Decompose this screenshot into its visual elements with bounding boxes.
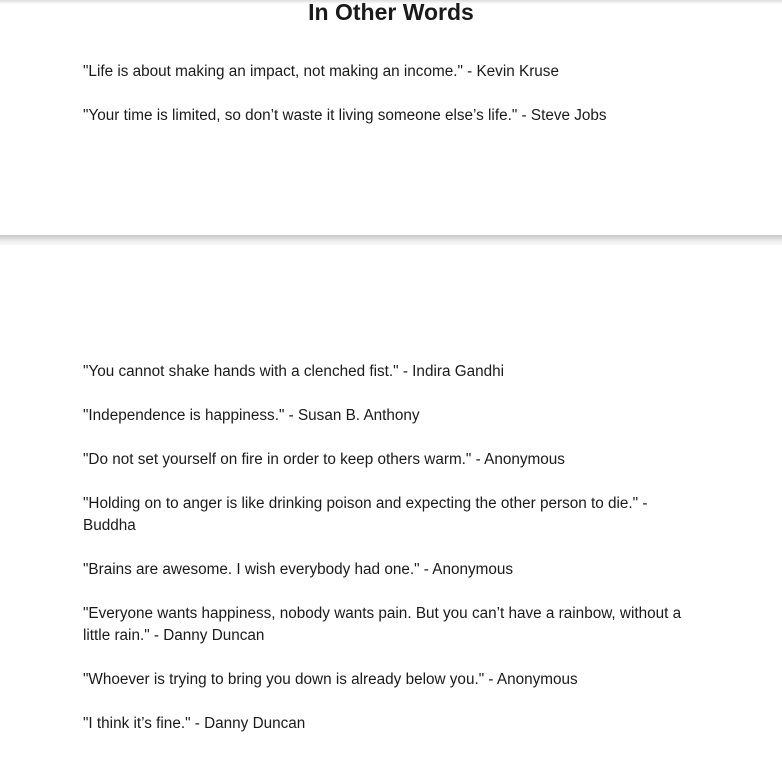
quote-list-second-page bbox=[83, 361, 693, 757]
quote-list-first-page bbox=[83, 61, 693, 149]
quote-item: "Your time is limited, so don’t waste it living someone else’s life." - Steve Jobs bbox=[83, 107, 607, 124]
page-break-divider bbox=[0, 235, 782, 245]
quote-item: "Whoever is trying to bring you down is already below you." - Anonymous bbox=[83, 671, 578, 688]
quote-item: "Do not set yourself on fire in order to keep others warm." - Anonymous bbox=[83, 451, 565, 468]
page-title: In Other Words bbox=[308, 0, 474, 25]
quote-item: "Holding on to anger is like drinking poison and expecting the other person to die." - Buddha bbox=[83, 495, 648, 534]
quote-item: "You cannot shake hands with a clenched fist." - Indira Gandhi bbox=[83, 363, 505, 380]
quote-item: "Independence is happiness." - Susan B. Anthony bbox=[83, 407, 420, 424]
quote-item: "Brains are awesome. I wish everybody had one." - Anonymous bbox=[83, 561, 514, 578]
quote-item: "I think it’s fine." - Danny Duncan bbox=[83, 715, 306, 732]
quote-item: "Life is about making an impact, not making an income." - Kevin Kruse bbox=[83, 63, 559, 80]
quote-item: "Everyone wants happiness, nobody wants pain. But you can’t have a rainbow, without a little rain." - Danny Duncan bbox=[83, 605, 682, 644]
